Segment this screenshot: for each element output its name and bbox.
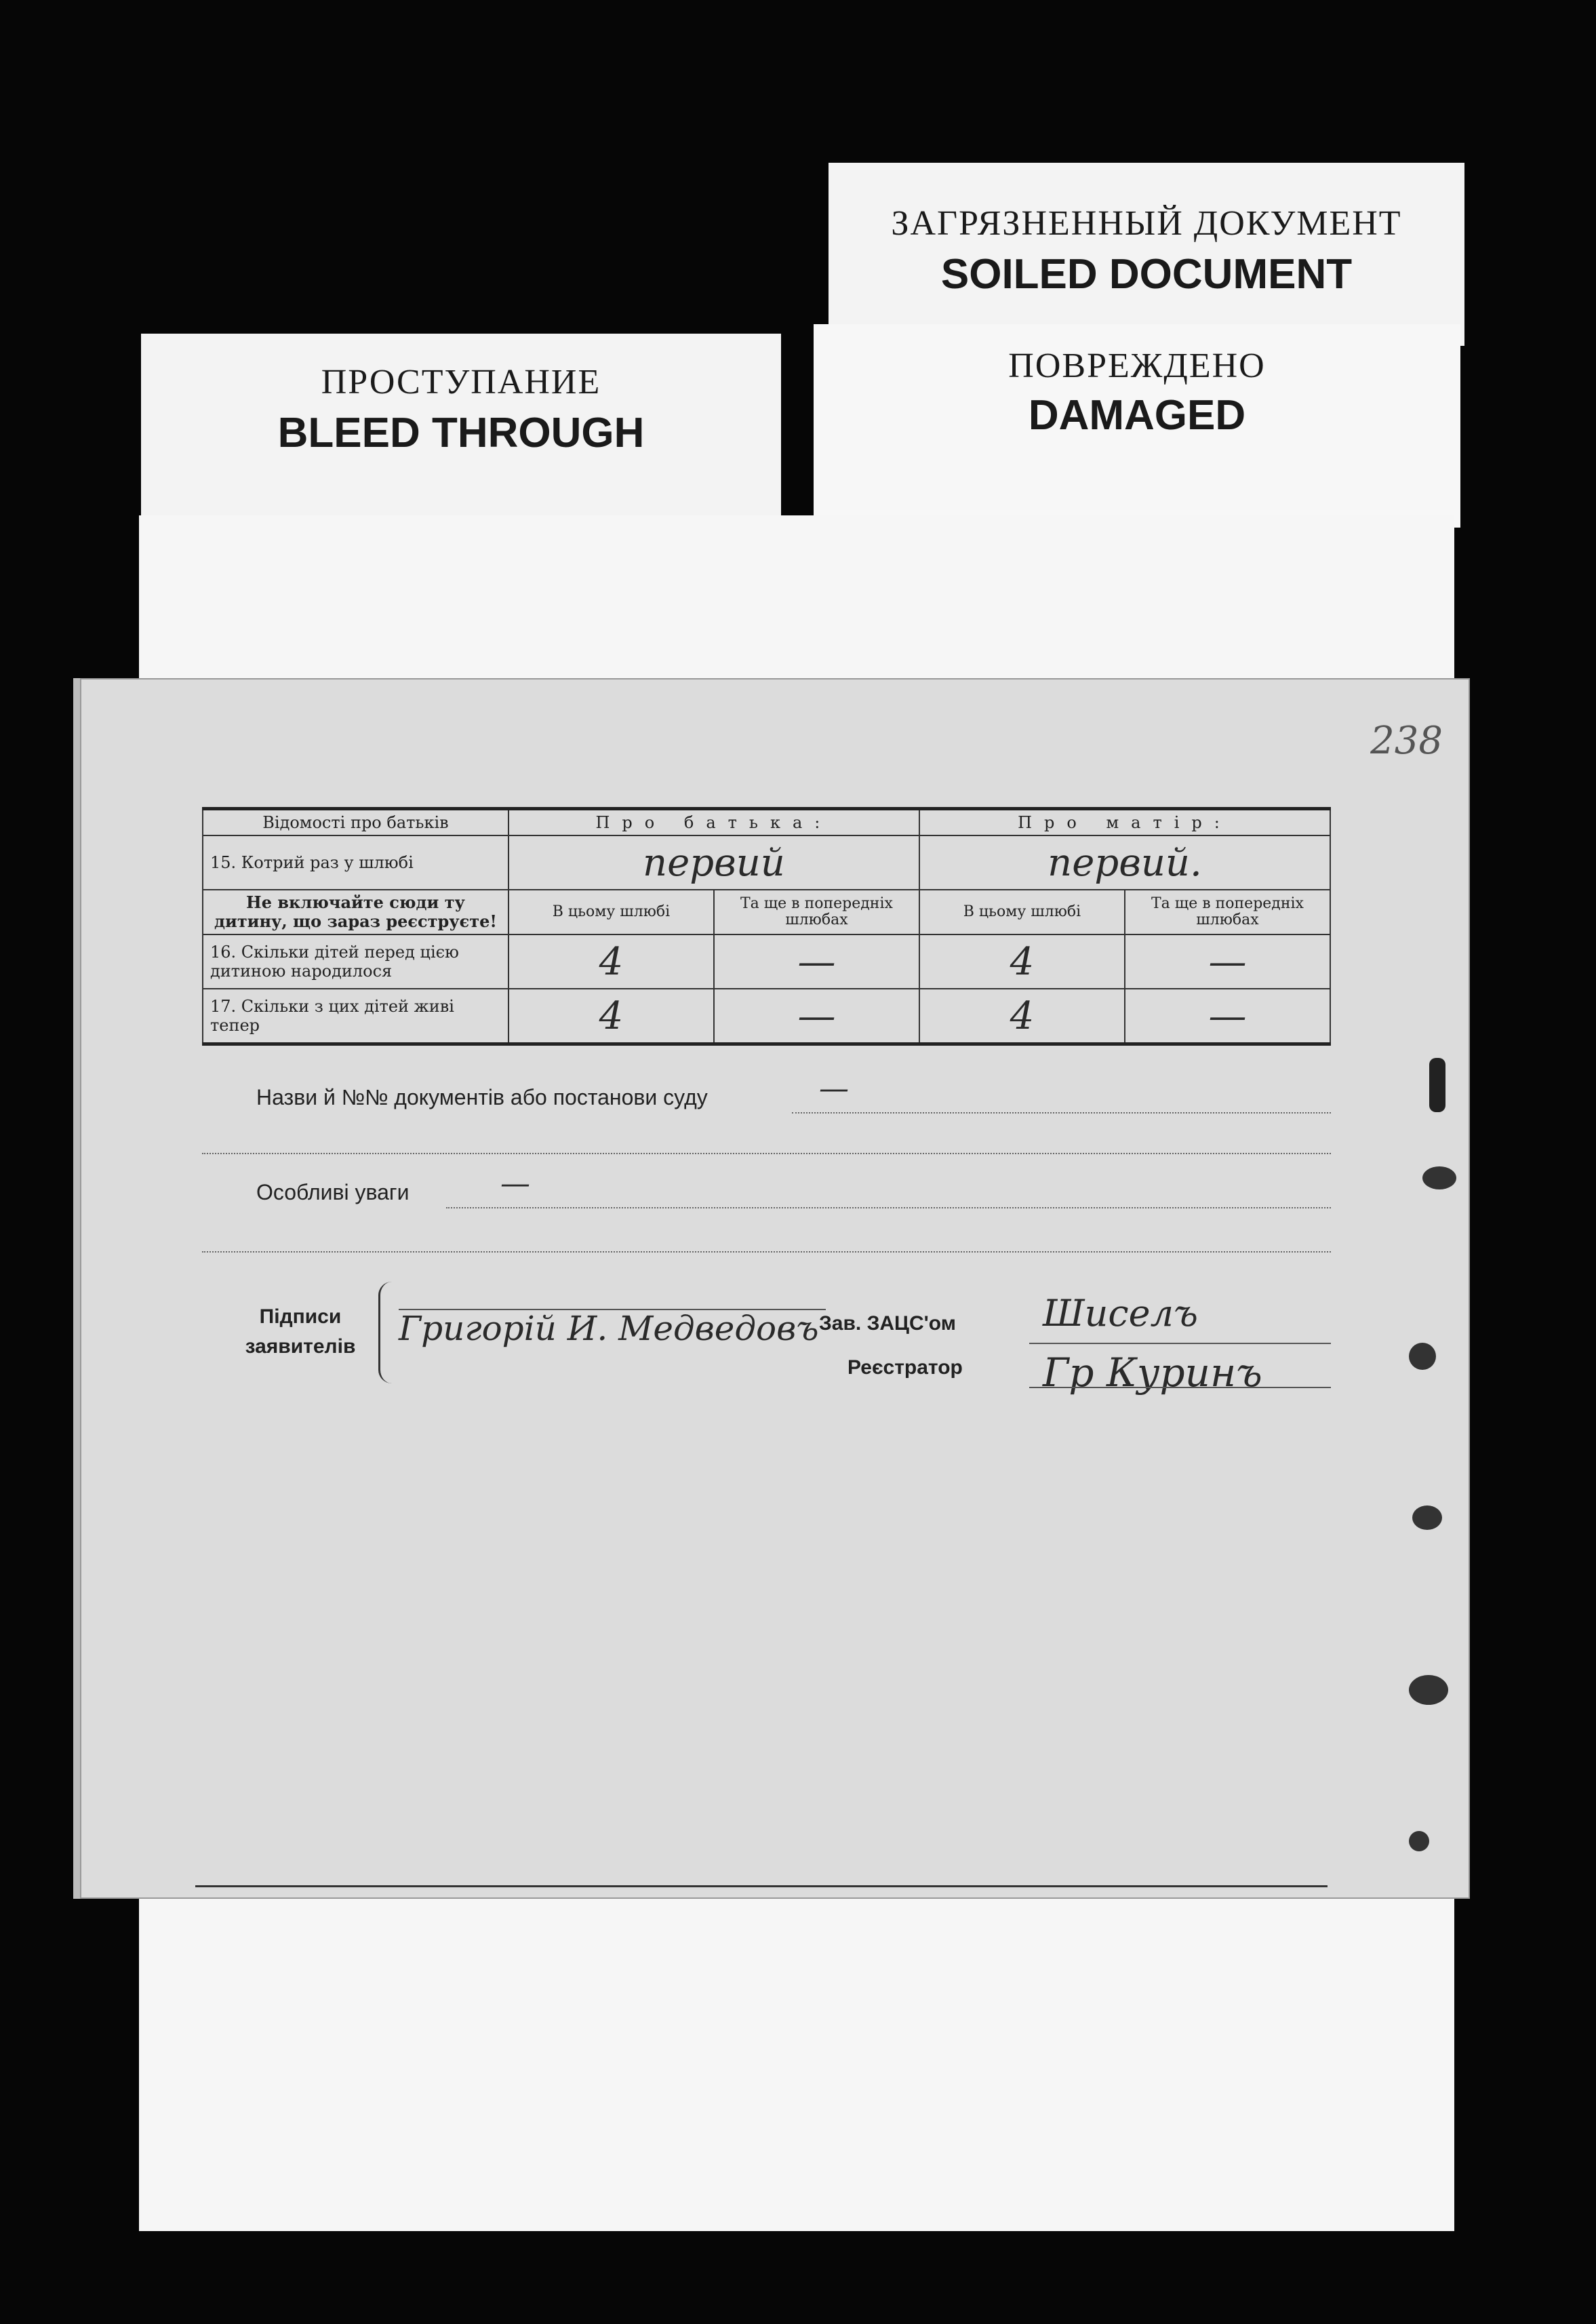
soiled-label-en: SOILED DOCUMENT (940, 251, 1353, 298)
head-label: Зав. ЗАЦС'ом (819, 1312, 956, 1335)
bleed-label-en: BLEED THROUGH (277, 410, 645, 456)
damaged-label-en: DAMAGED (1028, 392, 1246, 439)
docs-line-1 (792, 1112, 1331, 1114)
registrar-line (1029, 1387, 1331, 1388)
damage-mark (1422, 1166, 1456, 1189)
row17-value: — (1125, 989, 1330, 1044)
special-value: — (500, 1166, 530, 1201)
row17-value: — (714, 989, 919, 1044)
row16-value: 4 (919, 934, 1125, 989)
soiled-label-card (829, 163, 1464, 346)
row15-mother: первий. (919, 835, 1330, 890)
head-line (1029, 1343, 1331, 1344)
signature-brace (378, 1282, 393, 1383)
docs-label: Назви й №№ документів або постанови суду (256, 1085, 708, 1109)
damage-mark (1409, 1831, 1429, 1851)
signatures-label: Підписи заявителів (245, 1305, 356, 1358)
damage-mark (1412, 1505, 1442, 1530)
docs-line-2 (202, 1153, 1331, 1154)
damaged-label-ru: ПОВРЕЖДЕНО (1008, 347, 1266, 385)
father-prev-marriage: Та ще в попередніх шлюбах (714, 890, 919, 934)
father-in-marriage: В цьому шлюбі (508, 890, 714, 934)
row16-label: 16. Скільки дітей перед цією дитиною народилося (203, 934, 508, 989)
applicant-signature: Григорій И. Медведовъ (399, 1309, 819, 1348)
row16-value: 4 (508, 934, 714, 989)
special-line-1 (446, 1207, 1331, 1208)
mother-in-marriage: В цьому шлюбі (919, 890, 1125, 934)
exclusion-note: Не включайте сюди ту дитину, що зараз реєструєте! (203, 890, 508, 934)
head-signature: Шиселъ (1043, 1292, 1198, 1335)
special-label: Особливі уваги (256, 1180, 410, 1204)
register-document (73, 678, 1470, 1899)
docs-value: — (819, 1071, 849, 1106)
mother-header: Про матір: (919, 809, 1330, 836)
row17-label: 17. Скільки з цих дітей живі тепер (203, 989, 508, 1044)
father-header: Про батька: (508, 809, 919, 836)
row15-label: 15. Котрий раз у шлюбі (203, 835, 508, 890)
row17-value: 4 (508, 989, 714, 1044)
row16-value: — (714, 934, 919, 989)
damage-mark (1409, 1675, 1448, 1705)
row15-father: первий (508, 835, 919, 890)
parents-table (202, 807, 1331, 1046)
row16-value: — (1125, 934, 1330, 989)
registrar-signature: Гр Куринъ (1043, 1350, 1262, 1396)
col-header: Відомості про батьків (203, 809, 508, 836)
soiled-label-ru: ЗАГРЯЗНЕННЫЙ ДОКУМЕНТ (891, 204, 1402, 243)
applicant-line (399, 1309, 826, 1310)
bottom-rule (195, 1885, 1328, 1887)
damage-mark (1429, 1058, 1445, 1112)
damage-mark (1409, 1343, 1436, 1370)
registrar-label: Реєстратор (847, 1356, 963, 1379)
row17-value: 4 (919, 989, 1125, 1044)
bleed-label-ru: ПРОСТУПАНИЕ (321, 363, 601, 401)
special-line-2 (202, 1251, 1331, 1253)
bleed-label-card (141, 334, 781, 524)
damaged-label-card (814, 324, 1460, 528)
page-number: 238 (1370, 719, 1443, 763)
mother-prev-marriage: Та ще в попередніх шлюбах (1125, 890, 1330, 934)
